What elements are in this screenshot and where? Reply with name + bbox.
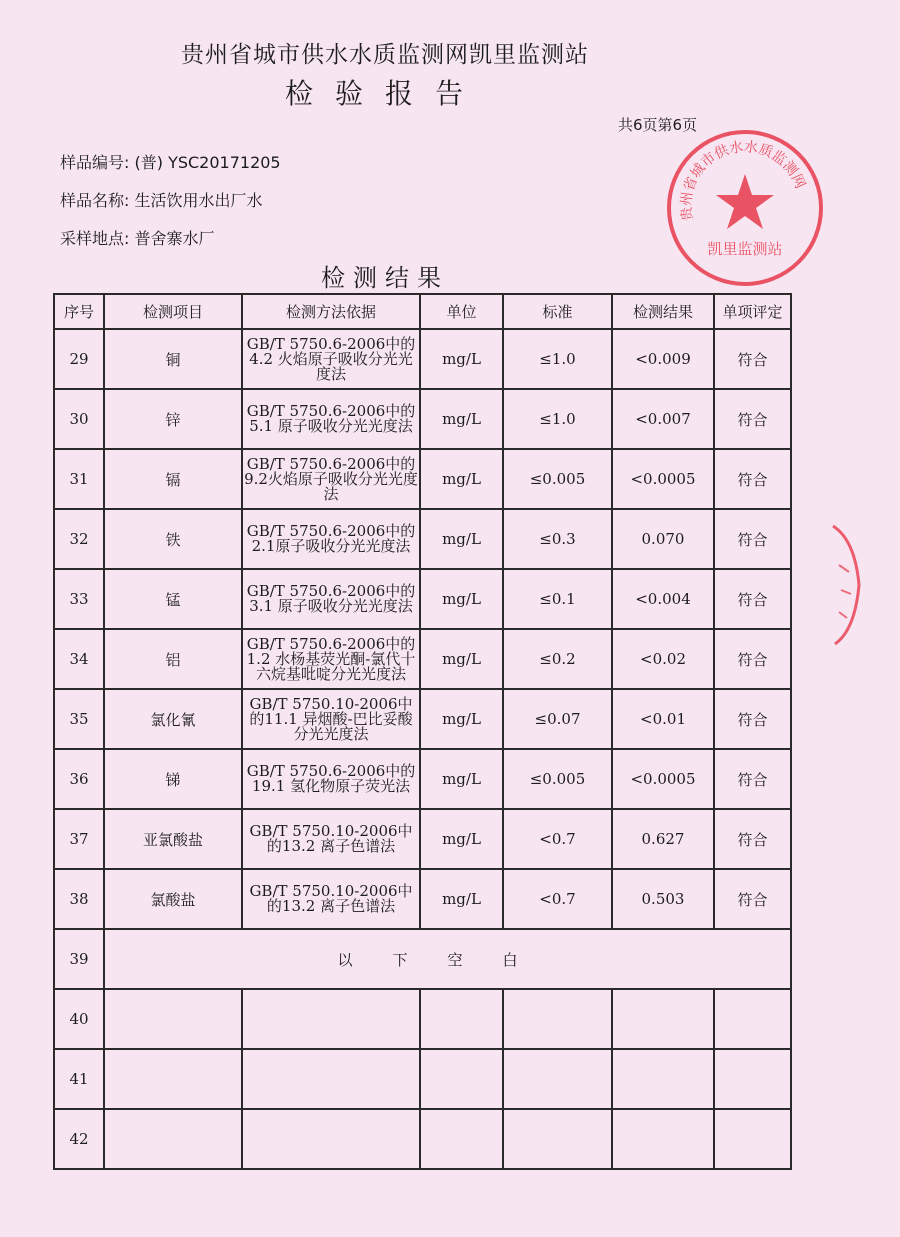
page-info: 共6页第6页 bbox=[618, 116, 698, 134]
empty-cell bbox=[714, 1049, 791, 1109]
header-verdict: 单项评定 bbox=[714, 294, 791, 329]
cell-standard: ≤0.2 bbox=[503, 629, 612, 689]
header-unit: 单位 bbox=[420, 294, 503, 329]
sample-id-label: 样品编号: bbox=[60, 153, 130, 172]
empty-row bbox=[54, 989, 791, 1049]
cell-result: 0.627 bbox=[612, 809, 714, 869]
table-row bbox=[54, 689, 791, 749]
cell-result: <0.02 bbox=[612, 629, 714, 689]
cell-item: 锑 bbox=[104, 749, 242, 809]
cell-item: 铜 bbox=[104, 329, 242, 389]
cell-no: 40 bbox=[54, 989, 104, 1049]
cell-no: 35 bbox=[54, 689, 104, 749]
empty-cell bbox=[503, 989, 612, 1049]
empty-cell bbox=[612, 989, 714, 1049]
header-item: 检测项目 bbox=[104, 294, 242, 329]
seam-stamp-fragment bbox=[825, 520, 865, 650]
cell-unit: mg/L bbox=[420, 569, 503, 629]
sample-name-row bbox=[60, 188, 263, 211]
cell-verdict: 符合 bbox=[714, 809, 791, 869]
cell-result: <0.009 bbox=[612, 329, 714, 389]
cell-no: 32 bbox=[54, 509, 104, 569]
cell-method: GB/T 5750.6-2006中的2.1原子吸收分光光度法 bbox=[242, 509, 420, 569]
empty-cell bbox=[714, 989, 791, 1049]
cell-verdict: 符合 bbox=[714, 749, 791, 809]
cell-item: 锰 bbox=[104, 569, 242, 629]
cell-verdict: 符合 bbox=[714, 629, 791, 689]
table-row bbox=[54, 809, 791, 869]
cell-verdict: 符合 bbox=[714, 329, 791, 389]
sample-location-label: 采样地点: bbox=[60, 229, 130, 248]
cell-unit: mg/L bbox=[420, 629, 503, 689]
cell-unit: mg/L bbox=[420, 389, 503, 449]
cell-result: 0.070 bbox=[612, 509, 714, 569]
cell-no: 39 bbox=[54, 929, 104, 989]
sample-name-value: 生活饮用水出厂水 bbox=[134, 191, 263, 210]
cell-method: GB/T 5750.6-2006中的19.1 氢化物原子荧光法 bbox=[242, 749, 420, 809]
cell-item: 亚氯酸盐 bbox=[104, 809, 242, 869]
cell-unit: mg/L bbox=[420, 869, 503, 929]
table-row bbox=[54, 629, 791, 689]
cell-verdict: 符合 bbox=[714, 869, 791, 929]
empty-cell bbox=[503, 1049, 612, 1109]
section-title: 检测结果 bbox=[321, 264, 449, 292]
sample-id-value: (普) YSC20171205 bbox=[134, 153, 281, 172]
cell-standard: <0.7 bbox=[503, 869, 612, 929]
cell-result: <0.0005 bbox=[612, 749, 714, 809]
cell-result: <0.004 bbox=[612, 569, 714, 629]
cell-standard: ≤1.0 bbox=[503, 389, 612, 449]
cell-no: 42 bbox=[54, 1109, 104, 1169]
header-method: 检测方法依据 bbox=[242, 294, 420, 329]
cell-item: 铁 bbox=[104, 509, 242, 569]
cell-result: 0.503 bbox=[612, 869, 714, 929]
table-row bbox=[54, 509, 791, 569]
empty-cell bbox=[612, 1109, 714, 1169]
table-header-row bbox=[54, 294, 791, 329]
cell-method: GB/T 5750.10-2006中的13.2 离子色谱法 bbox=[242, 809, 420, 869]
cell-no: 30 bbox=[54, 389, 104, 449]
cell-verdict: 符合 bbox=[714, 389, 791, 449]
cell-method: GB/T 5750.6-2006中的1.2 水杨基荧光酮-氯代十六烷基吡啶分光光度法 bbox=[242, 629, 420, 689]
empty-cell bbox=[420, 1109, 503, 1169]
cell-no: 34 bbox=[54, 629, 104, 689]
cell-result: <0.0005 bbox=[612, 449, 714, 509]
cell-verdict: 符合 bbox=[714, 509, 791, 569]
cell-item: 氯酸盐 bbox=[104, 869, 242, 929]
cell-verdict: 符合 bbox=[714, 569, 791, 629]
empty-row bbox=[54, 1049, 791, 1109]
cell-no: 31 bbox=[54, 449, 104, 509]
cell-unit: mg/L bbox=[420, 509, 503, 569]
table-row bbox=[54, 449, 791, 509]
header-standard: 标准 bbox=[503, 294, 612, 329]
sample-name-label: 样品名称: bbox=[60, 191, 130, 210]
cell-standard: ≤0.005 bbox=[503, 449, 612, 509]
cell-result: <0.01 bbox=[612, 689, 714, 749]
cell-item: 镉 bbox=[104, 449, 242, 509]
blank-row bbox=[54, 929, 791, 989]
report-title: 检验报告 bbox=[284, 77, 485, 110]
cell-result: <0.007 bbox=[612, 389, 714, 449]
cell-item: 锌 bbox=[104, 389, 242, 449]
empty-cell bbox=[242, 989, 420, 1049]
cell-method: GB/T 5750.10-2006中的13.2 离子色谱法 bbox=[242, 869, 420, 929]
table-row bbox=[54, 389, 791, 449]
empty-row bbox=[54, 1109, 791, 1169]
empty-cell bbox=[714, 1109, 791, 1169]
official-seal-stamp bbox=[665, 128, 825, 288]
sample-id-row bbox=[60, 150, 281, 173]
header-result: 检测结果 bbox=[612, 294, 714, 329]
cell-method: GB/T 5750.6-2006中的5.1 原子吸收分光光度法 bbox=[242, 389, 420, 449]
results-table bbox=[53, 293, 792, 1170]
empty-cell bbox=[612, 1049, 714, 1109]
header-no: 序号 bbox=[54, 294, 104, 329]
cell-standard: ≤0.1 bbox=[503, 569, 612, 629]
cell-no: 29 bbox=[54, 329, 104, 389]
cell-no: 37 bbox=[54, 809, 104, 869]
empty-cell bbox=[420, 1049, 503, 1109]
stamp-star-icon bbox=[716, 174, 774, 229]
svg-text:凯里监测站: 凯里监测站 bbox=[707, 240, 783, 258]
table-row bbox=[54, 329, 791, 389]
cell-unit: mg/L bbox=[420, 809, 503, 869]
cell-method: GB/T 5750.6-2006中的4.2 火焰原子吸收分光光度法 bbox=[242, 329, 420, 389]
cell-verdict: 符合 bbox=[714, 449, 791, 509]
cell-standard: ≤1.0 bbox=[503, 329, 612, 389]
table-row bbox=[54, 749, 791, 809]
cell-method: GB/T 5750.6-2006中的3.1 原子吸收分光光度法 bbox=[242, 569, 420, 629]
cell-no: 33 bbox=[54, 569, 104, 629]
cell-unit: mg/L bbox=[420, 449, 503, 509]
cell-unit: mg/L bbox=[420, 689, 503, 749]
empty-cell bbox=[104, 989, 242, 1049]
cell-standard: <0.7 bbox=[503, 809, 612, 869]
blank-text: 以下空白 bbox=[104, 929, 791, 989]
cell-no: 41 bbox=[54, 1049, 104, 1109]
cell-no: 36 bbox=[54, 749, 104, 809]
cell-standard: ≤0.3 bbox=[503, 509, 612, 569]
empty-cell bbox=[503, 1109, 612, 1169]
table-row bbox=[54, 869, 791, 929]
empty-cell bbox=[242, 1109, 420, 1169]
cell-method: GB/T 5750.10-2006中的11.1 异烟酸-巴比妥酸分光光度法 bbox=[242, 689, 420, 749]
empty-cell bbox=[420, 989, 503, 1049]
sample-location-row bbox=[60, 226, 215, 249]
table-row bbox=[54, 569, 791, 629]
cell-standard: ≤0.07 bbox=[503, 689, 612, 749]
org-title: 贵州省城市供水水质监测网凯里监测站 bbox=[181, 42, 589, 68]
cell-verdict: 符合 bbox=[714, 689, 791, 749]
cell-item: 氯化氰 bbox=[104, 689, 242, 749]
cell-standard: ≤0.005 bbox=[503, 749, 612, 809]
cell-unit: mg/L bbox=[420, 749, 503, 809]
svg-text:贵州省城市供水水质监测网: 贵州省城市供水水质监测网 bbox=[678, 139, 808, 222]
cell-no: 38 bbox=[54, 869, 104, 929]
cell-unit: mg/L bbox=[420, 329, 503, 389]
cell-method: GB/T 5750.6-2006中的9.2火焰原子吸收分光光度法 bbox=[242, 449, 420, 509]
empty-cell bbox=[242, 1049, 420, 1109]
cell-item: 铝 bbox=[104, 629, 242, 689]
sample-location-value: 普舍寨水厂 bbox=[134, 229, 215, 248]
empty-cell bbox=[104, 1109, 242, 1169]
empty-cell bbox=[104, 1049, 242, 1109]
